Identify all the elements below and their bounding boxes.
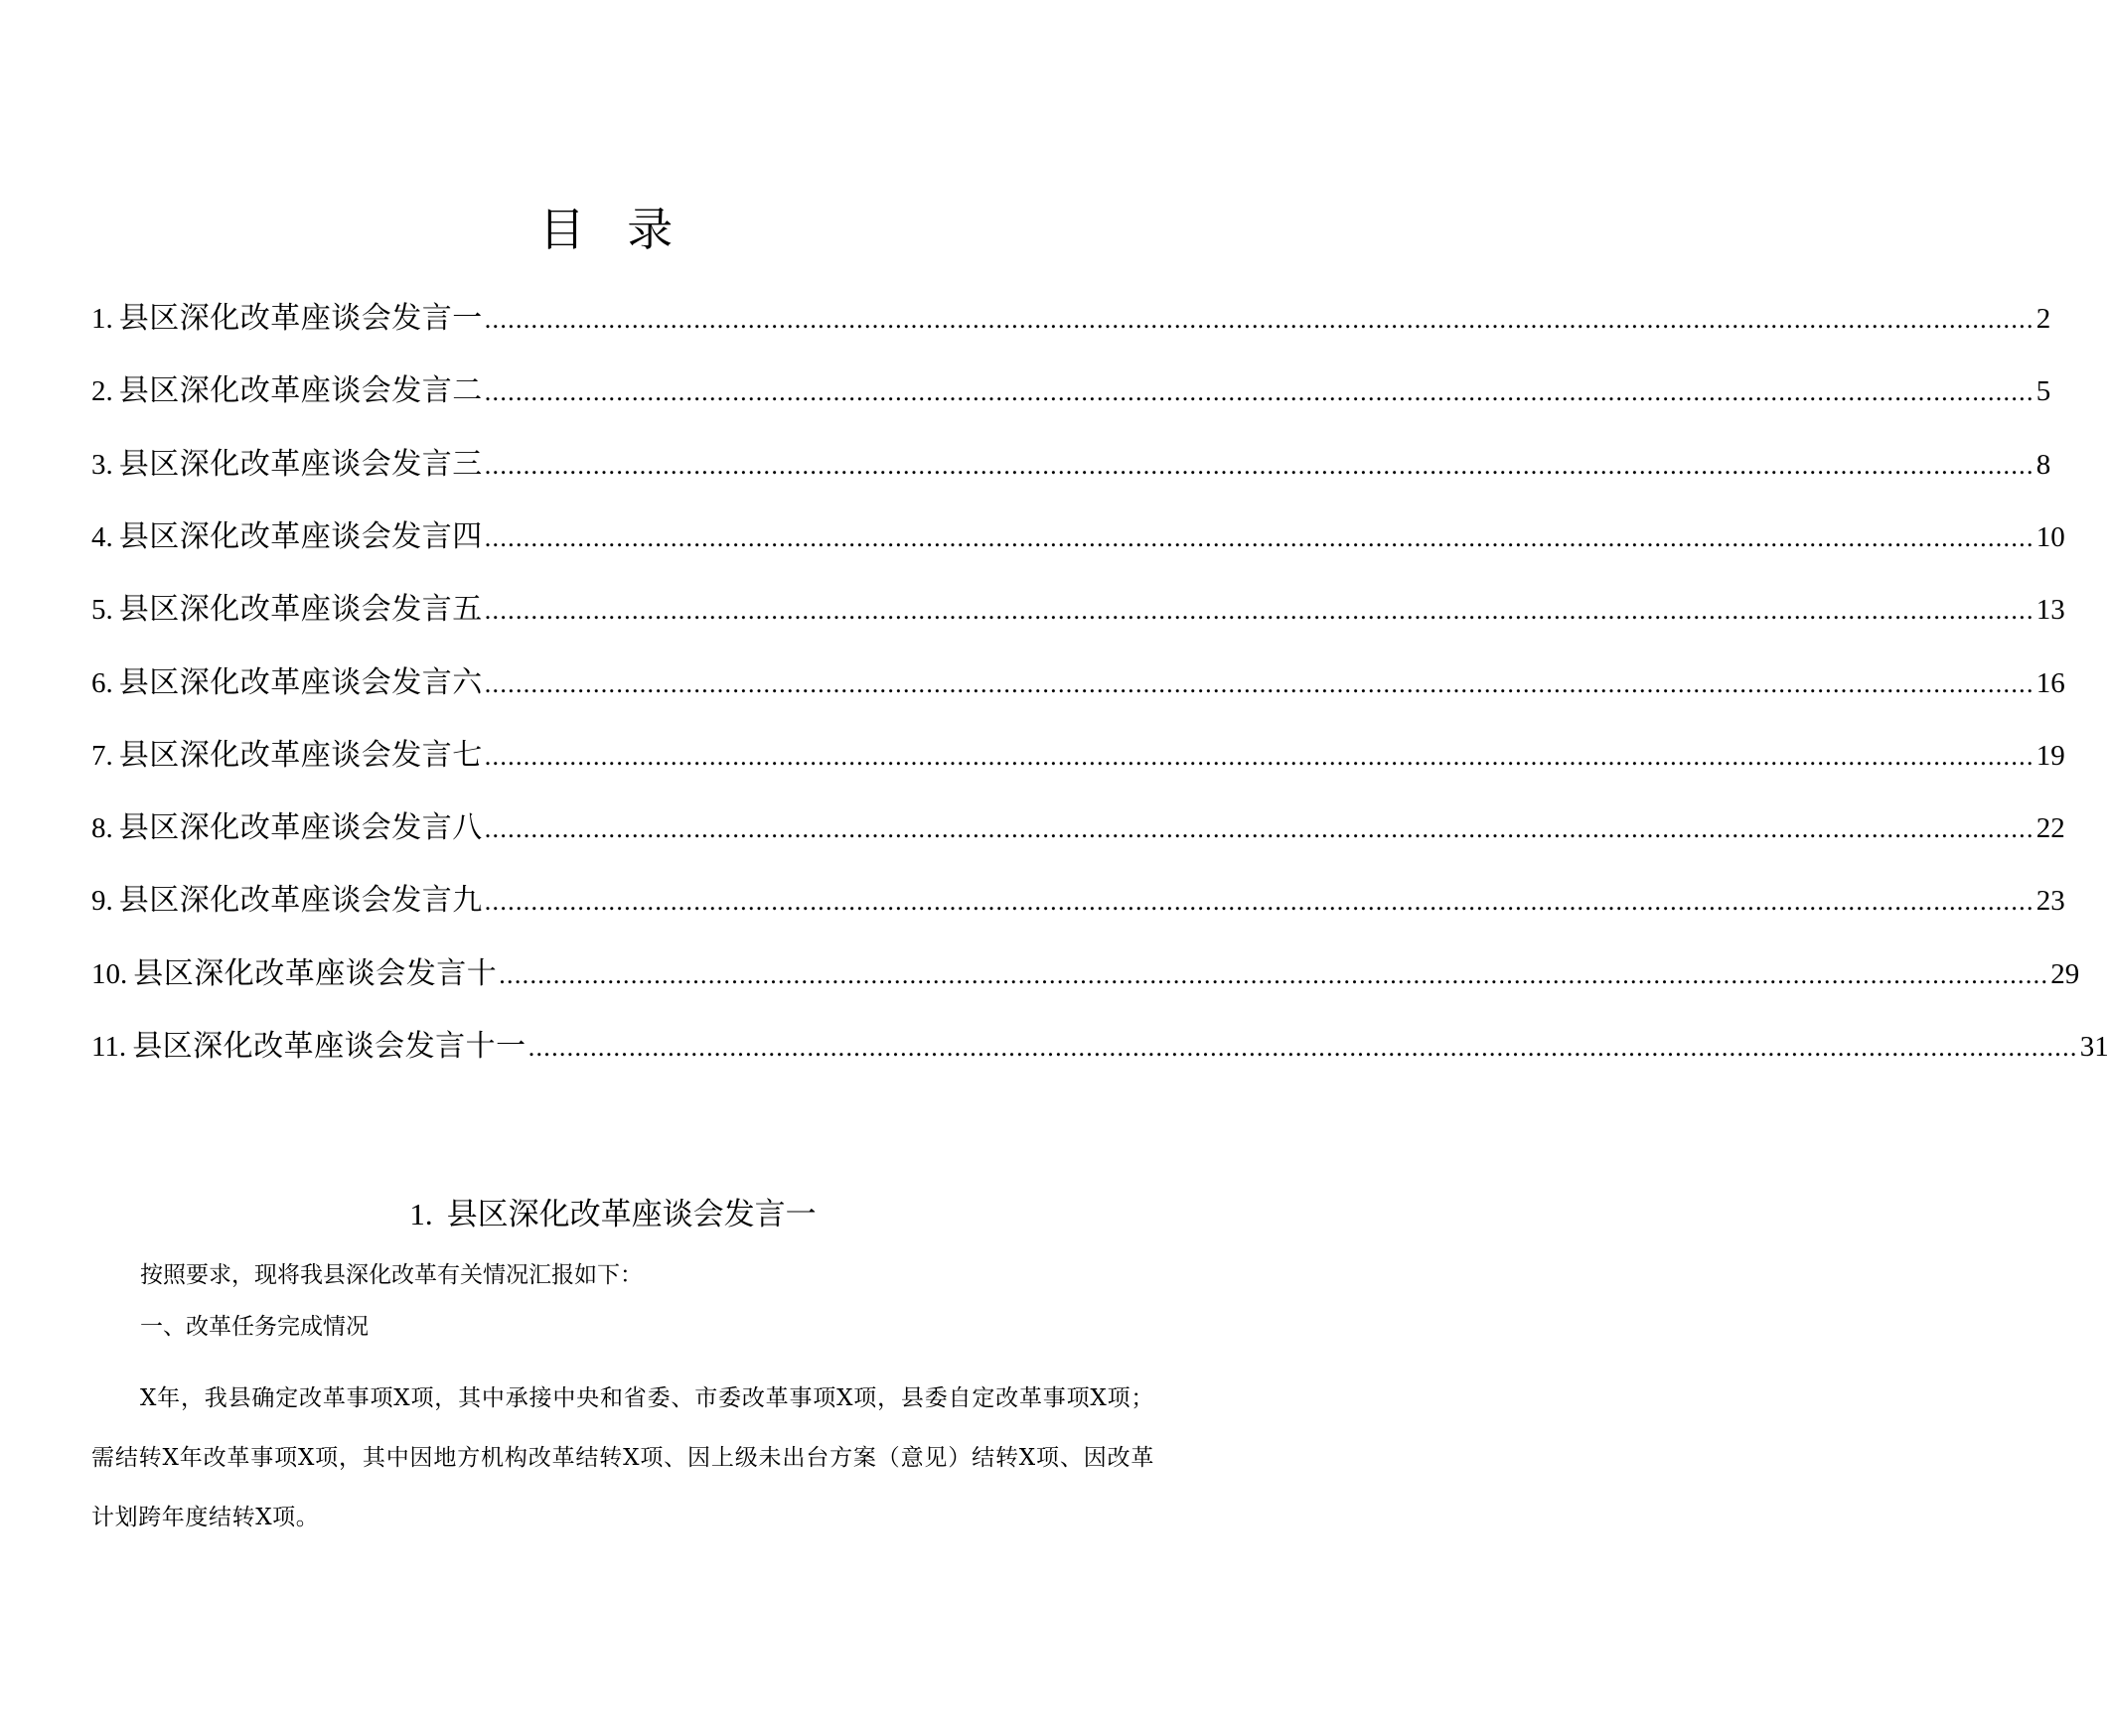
toc-entry-title: 县区深化改革座谈会发言十一 — [132, 1029, 527, 1064]
toc-entry-title: 县区深化改革座谈会发言四 — [118, 519, 483, 554]
toc-entry-title: 县区深化改革座谈会发言二 — [118, 373, 483, 408]
toc-entry[interactable] — [91, 293, 2051, 343]
toc-entry-number: 5. — [91, 594, 113, 626]
toc-entry-title: 县区深化改革座谈会发言六 — [118, 665, 483, 700]
toc-entry-page-number: 31 — [2079, 1031, 2109, 1063]
toc-entry-title: 县区深化改革座谈会发言一 — [118, 301, 483, 336]
toc-entry-page-number: 5 — [2035, 375, 2051, 407]
section-heading-number: 1. — [409, 1197, 433, 1231]
toc-leader-dots: ........................................................................................................................................................................................................ — [484, 669, 2034, 698]
toc-leader-dots: ........................................................................................................................................................................................................ — [484, 451, 2034, 480]
toc-leader-dots: ........................................................................................................................................................................................................ — [484, 742, 2034, 771]
toc-entry-page-number: 8 — [2035, 449, 2051, 481]
toc-leader-dots: ........................................................................................................................................................................................................ — [484, 887, 2034, 916]
toc-entry[interactable] — [91, 948, 2080, 998]
toc-entry-title: 县区深化改革座谈会发言五 — [118, 592, 483, 627]
section-heading-text: 县区深化改革座谈会发言一 — [446, 1197, 817, 1232]
toc-entry-number: 2. — [91, 375, 113, 407]
toc-entry[interactable] — [91, 1021, 2109, 1071]
toc-entry-number: 8. — [91, 812, 113, 844]
section-heading — [0, 1190, 1226, 1239]
toc-leader-dots: ........................................................................................................................................................................................................ — [484, 596, 2034, 625]
toc-entry-number: 1. — [91, 303, 113, 335]
paragraph-body: X年，我县确定改革事项X项，其中承接中央和省委、市委改革事项X项，县委自定改革事项X项；需结转X年改革事项X项，其中因地方机构改革结转X项、因上级未出台方案（意见）结转X项、因改革计划跨年度结转X项。 — [91, 1385, 1154, 1530]
toc-entry[interactable] — [91, 511, 2065, 561]
toc-leader-dots: ........................................................................................................................................................................................................ — [484, 377, 2034, 406]
toc-entry-page-number: 2 — [2035, 303, 2051, 335]
toc-entry-number: 6. — [91, 667, 113, 699]
toc-entry-number: 4. — [91, 521, 113, 553]
toc-entry-number: 11. — [91, 1031, 127, 1063]
toc-leader-dots: ........................................................................................................................................................................................................ — [484, 305, 2034, 334]
toc-entry-title: 县区深化改革座谈会发言三 — [118, 447, 483, 482]
toc-title: 目 录 — [538, 203, 687, 256]
paragraph-intro: 按照要求，现将我县深化改革有关情况汇报如下： — [140, 1262, 643, 1288]
toc-entry-title: 县区深化改革座谈会发言八 — [118, 810, 483, 845]
toc-entry-number: 7. — [91, 740, 113, 772]
toc-leader-dots: ........................................................................................................................................................................................................ — [484, 523, 2034, 552]
toc-entry[interactable] — [91, 439, 2051, 489]
toc-entry-title: 县区深化改革座谈会发言九 — [118, 883, 483, 918]
toc-entry-number: 3. — [91, 449, 113, 481]
toc-entry[interactable] — [91, 730, 2065, 780]
toc-entry[interactable] — [91, 875, 2065, 925]
toc-entry-number: 10. — [91, 958, 128, 990]
toc-entry-title: 县区深化改革座谈会发言十 — [133, 956, 498, 991]
toc-entry[interactable] — [91, 365, 2051, 415]
toc-entry[interactable] — [91, 657, 2065, 707]
toc-entry[interactable] — [91, 802, 2065, 852]
toc-leader-dots: ........................................................................................................................................................................................................ — [527, 1033, 2078, 1062]
toc-entry-number: 9. — [91, 885, 113, 917]
toc-entry-page-number: 10 — [2035, 521, 2065, 553]
toc-entry-page-number: 13 — [2035, 594, 2065, 626]
toc-leader-dots: ........................................................................................................................................................................................................ — [484, 814, 2034, 843]
toc-entry-page-number: 29 — [2050, 958, 2080, 990]
toc-leader-dots: ........................................................................................................................................................................................................ — [499, 960, 2049, 989]
toc-entry-page-number: 23 — [2035, 885, 2065, 917]
paragraph-subheading: 一、改革任务完成情况 — [140, 1314, 369, 1340]
toc-entry[interactable] — [91, 584, 2065, 634]
toc-entry-page-number: 22 — [2035, 812, 2065, 844]
toc-entry-title: 县区深化改革座谈会发言七 — [118, 738, 483, 773]
toc-entry-page-number: 16 — [2035, 667, 2065, 699]
toc-entry-page-number: 19 — [2035, 740, 2065, 772]
